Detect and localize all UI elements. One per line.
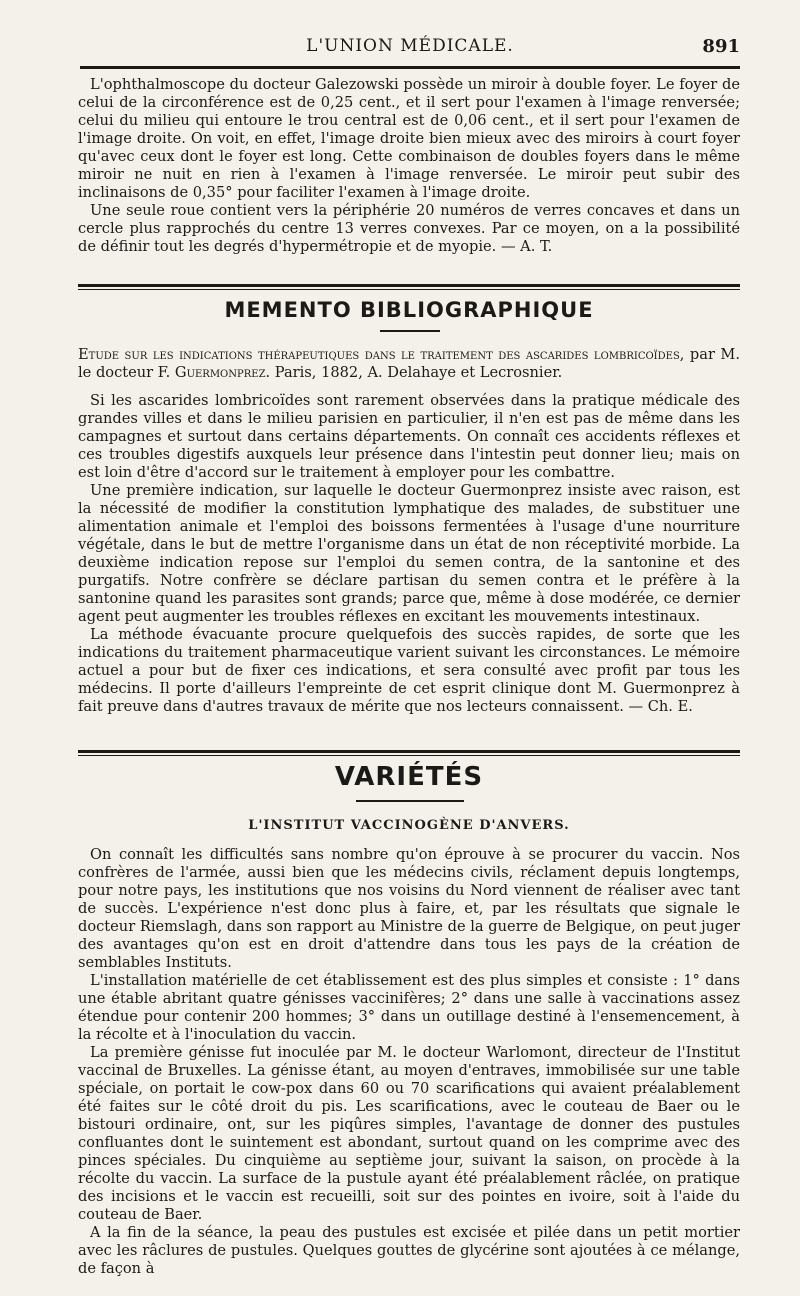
reference-author: Guermonprez. xyxy=(174,364,271,381)
varietes-paragraph: On connaît les difficultés sans nombre qu'on éprouve à se procurer du vaccin. Nos confrères de l'armée, aussi bien que les médecins civils, réclament depuis longtemps, pour notre pays, les institutions que nos voisins du Nord viennent de réaliser avec tant de succès. L'expérience n'est donc plus à faire, et, par les résultats que signale le docteur Riemslagh, dans son rapport au Ministre de la guerre de Belgique, on peut juger des avantages qu'on est en droit d'attendre dans tous les pays de la création de semblables Instituts. xyxy=(78,846,740,971)
title-underline xyxy=(380,330,440,332)
varietes-paragraph: L'installation matérielle de cet établissement est des plus simples et consiste : 1° dans une étable abritant quatre génisses vaccinifères; 2° dans une salle à vaccinations assez étendue pour contenir 200 hommes; 3° dans un outillage destiné à l'ensemencement, à la récolte et à l'inoculation du vaccin. xyxy=(78,972,740,1043)
running-title: L'UNION MÉDICALE. xyxy=(306,36,514,56)
title-underline xyxy=(356,800,464,802)
page-number: 891 xyxy=(702,36,740,57)
memento-title: MEMENTO BIBLIOGRAPHIQUE xyxy=(224,298,594,322)
article-subtitle: L'INSTITUT VACCINOGÈNE D'ANVERS. xyxy=(248,818,570,833)
reference-publisher: Paris, 1882, A. Delahaye et Lecrosnier. xyxy=(274,364,563,381)
memento-section xyxy=(78,346,740,716)
varietes-section xyxy=(78,846,740,1278)
varietes-paragraph: A la fin de la séance, la peau des pustules est excisée et pilée dans un petit mortier avec les râclures de pustules. Quelques gouttes de glycérine sont ajoutées à ce mélange, de façon à xyxy=(78,1224,740,1277)
reference-title: Etude sur les indications thérapeutiques dans le traitement des ascarides lombricoïdes, xyxy=(78,346,685,363)
header-rule xyxy=(80,66,740,69)
bibliographic-reference xyxy=(78,346,740,382)
memento-paragraph: Si les ascarides lombricoïdes sont rarement observées dans la pratique médicale des grandes villes et dans le milieu parisien en particulier, il n'en est pas de même dans les campagnes et surtout dans certains départements. On connaît ces accidents réflexes et ces troubles digestifs auxquels leur présence dans l'intestin peut donner lieu; mais on est loin d'être d'accord sur le traitement à employer pour les combattre. xyxy=(78,392,740,481)
intro-article xyxy=(78,76,740,256)
reference-author-prefix: par M. le docteur F. xyxy=(78,346,740,381)
memento-paragraph: La méthode évacuante procure quelquefois des succès rapides, de sorte que les indications du traitement pharmaceutique varient suivant les circonstances. Le mémoire actuel a pour but de fixer ces indications, et sera consulté avec profit par tous les médecins. Il porte d'ailleurs l'empreinte de cet esprit clinique dont M. Guermonprez à fait preuve dans d'autres travaux de mérite que nos lecteurs connaissent. — Ch. E. xyxy=(78,626,740,715)
intro-paragraph: L'ophthalmoscope du docteur Galezowski possède un miroir à double foyer. Le foyer de celui de la circonférence est de 0,25 cent., et il sert pour l'examen à l'image renversée; celui du milieu qui entoure le trou central est de 0,06 cent., et il sert pour l'examen de l'image droite. On voit, en effet, l'image droite bien mieux avec des miroirs à court foyer qu'avec ceux dont le foyer est long. Cette combinaison de doubles foyers dans le même miroir ne nuit en rien à l'examen à l'image renversée. Le miroir peut subir des inclinaisons de 0,35° pour faciliter l'examen à l'image droite. xyxy=(78,76,740,201)
section-divider xyxy=(78,750,740,756)
intro-paragraph: Une seule roue contient vers la périphérie 20 numéros de verres concaves et dans un cercle plus rapprochés du centre 13 verres convexes. Par ce moyen, on a la possibilité de définir tout les degrés d'hypermétropie et de myopie. — A. T. xyxy=(78,202,740,255)
section-divider xyxy=(78,284,740,290)
varietes-paragraph: La première génisse fut inoculée par M. le docteur Warlomont, directeur de l'Institut vaccinal de Bruxelles. La génisse étant, au moyen d'entraves, immobilisée sur une table spéciale, on portait le cow-pox dans 60 ou 70 scarifications qui avaient préalablement été faites sur le côté droit du pis. Les scarifications, avec le couteau de Baer ou le bistouri ordinaire, ont, sur les piqûres simples, l'avantage de donner des pustules confluantes dont le suintement est abondant, surtout quand on les comprime avec des pinces spéciales. Du cinquième au septième jour, suivant la saison, on procède à la récolte du vaccin. La surface de la pustule ayant été préalablement râclée, on pratique des incisions et le vaccin est recueilli, soit sur des pointes en ivoire, soit à l'aide du couteau de Baer. xyxy=(78,1044,740,1223)
memento-paragraph: Une première indication, sur laquelle le docteur Guermonprez insiste avec raison, est la nécessité de modifier la constitution lymphatique des malades, de substituer une alimentation animale et l'emploi des boissons fermentées à l'usage d'une nourriture végétale, dans le but de mettre l'organisme dans un état de non réceptivité morbide. La deuxième indication repose sur l'emploi du semen contra, de la santonine et des purgatifs. Notre confrère se déclare partisan du semen contra et le préfère à la santonine quand les parasites sont grands; parce que, même à dose modérée, ce dernier agent peut augmenter les troubles réflexes en excitant les mouvements intestinaux. xyxy=(78,482,740,625)
varietes-title: VARIÉTÉS xyxy=(334,762,484,792)
running-head xyxy=(80,30,740,64)
